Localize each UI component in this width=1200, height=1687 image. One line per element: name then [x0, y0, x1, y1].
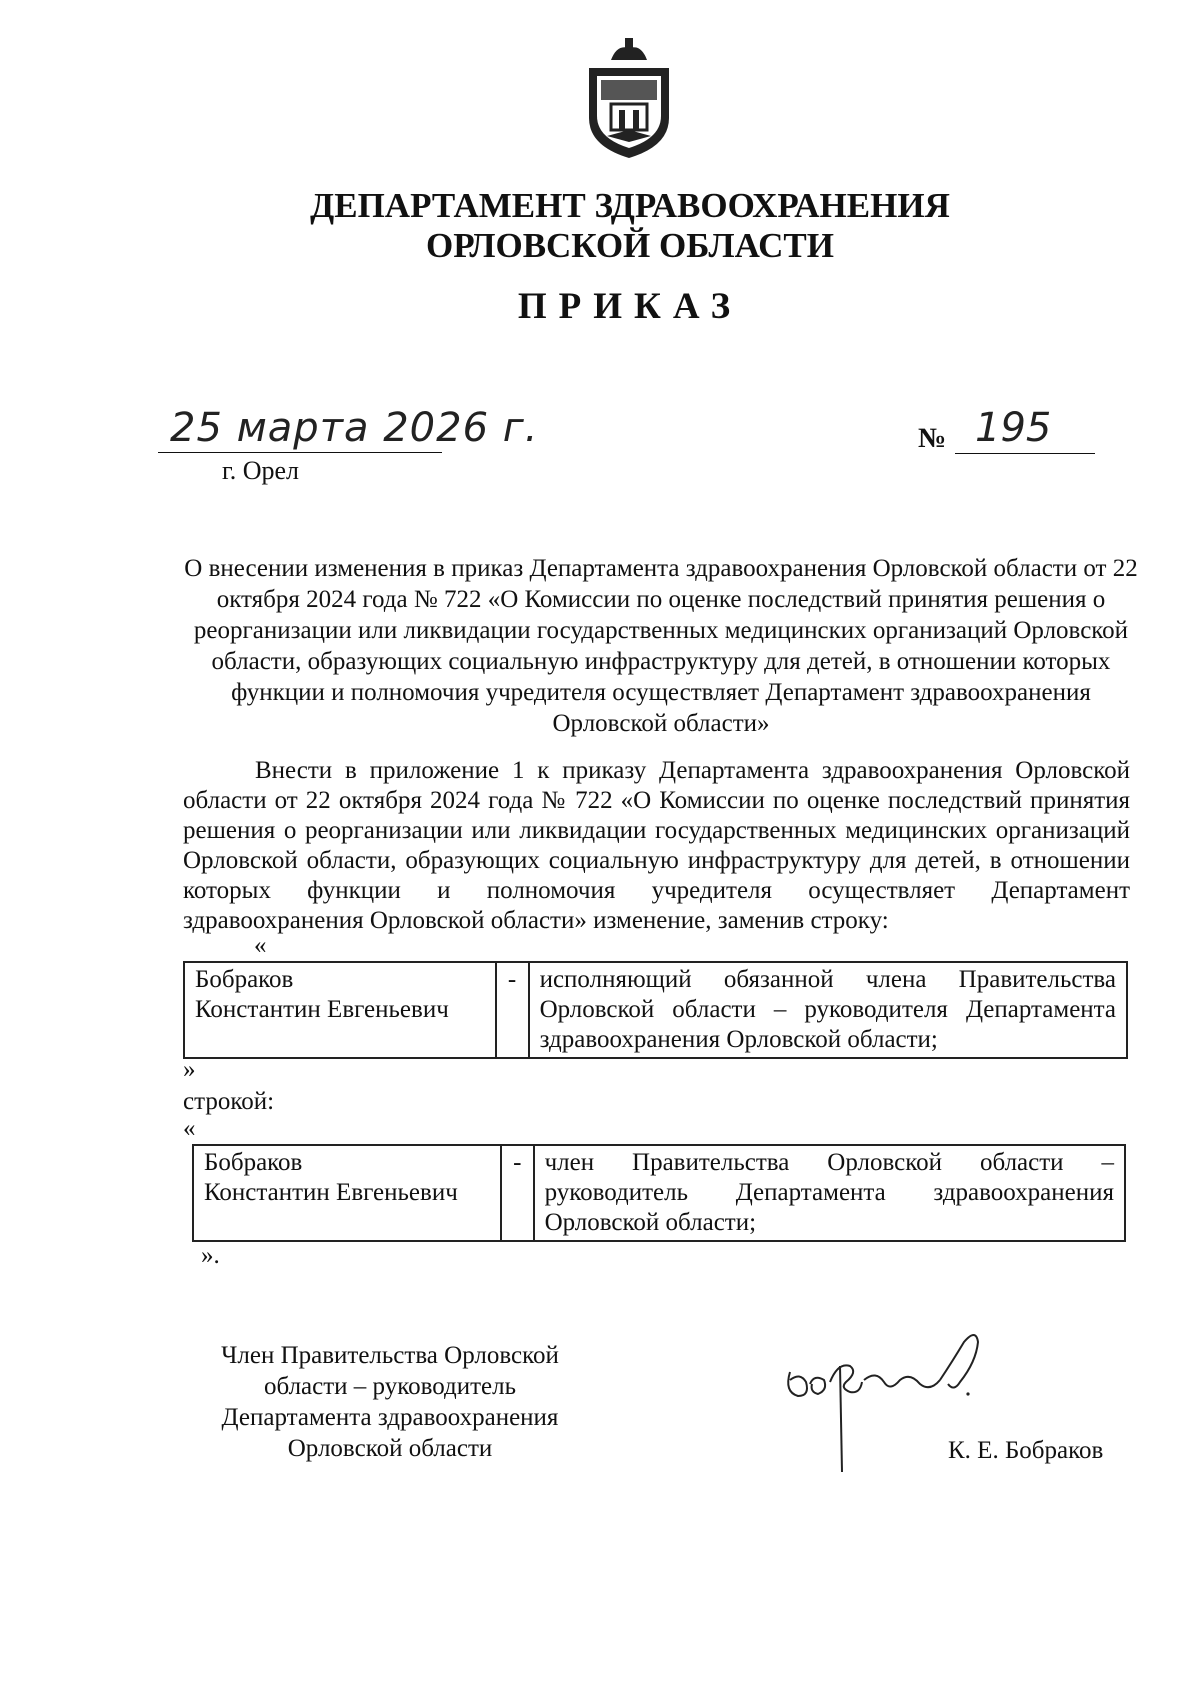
member-role-cell: исполняющий обязанной члена Правительства Орловской области – руководителя Департамента здравоохранения Орловской области;: [529, 962, 1127, 1058]
number-label: №: [918, 423, 947, 454]
org-name-line1: ДЕПАРТАМЕНТ ЗДРАВООХРАНЕНИЯ: [310, 186, 950, 225]
member-surname: Бобраков: [195, 966, 294, 993]
quote-close-2: ».: [201, 1242, 220, 1269]
signatory-name: К. Е. Бобраков: [948, 1437, 1104, 1464]
signatory-title-line4: Орловской области: [287, 1435, 493, 1462]
member-given-names: Константин Евгеньевич: [204, 1179, 458, 1206]
dash-cell: -: [501, 1145, 534, 1241]
coat-of-arms-icon: [581, 38, 677, 160]
member-given-names: Константин Евгеньевич: [195, 996, 449, 1023]
replacement-intro: строкой:: [183, 1088, 275, 1115]
handwritten-number: 195: [975, 405, 1052, 451]
member-role-cell: член Правительства Орловской области – руководитель Департамента здравоохранения Орловской области;: [534, 1145, 1125, 1241]
quote-open-1: «: [254, 932, 267, 959]
signatory-title-line2: области – руководитель: [263, 1373, 517, 1400]
table-row: [193, 1145, 1125, 1241]
doc-type-title: ПРИКАЗ: [517, 286, 743, 327]
quote-open-2: «: [183, 1115, 196, 1142]
org-name-line2: ОРЛОВСКОЙ ОБЛАСТИ: [426, 226, 834, 265]
member-name-cell: [184, 962, 496, 1058]
old-member-table: [183, 961, 1128, 1059]
new-member-table: [192, 1144, 1126, 1242]
member-surname: Бобраков: [204, 1149, 303, 1176]
signatory-title: [200, 1340, 580, 1464]
member-name-cell: [193, 1145, 501, 1241]
order-subject: О внесении изменения в приказ Департамента здравоохранения Орловской области от 22 октября 2024 года № 722 «О Комиссии по оценке последствий принятия решения о реорганизации или ликвидации государственных медицинских организаций Орловской области, образующих социальную инфраструктуру для детей, в отношении которых функции и полномочия учредителя осуществляет Департамент здравоохранения Орловской области»: [184, 555, 1138, 737]
date-underline: [158, 452, 442, 453]
quote-close-1: »: [183, 1056, 196, 1083]
signatory-title-line3: Департамента здравоохранения: [221, 1404, 559, 1431]
signatory-title-line1: Член Правительства Орловской: [221, 1342, 559, 1369]
table-row: [184, 962, 1127, 1058]
number-underline: [955, 453, 1095, 454]
order-body: Внести в приложение 1 к приказу Департамента здравоохранения Орловской области от 22 октября 2024 года № 722 «О Комиссии по оценке последствий принятия решения о реорганизации или ликвидации государственных медицинских организаций Орловской области, образующих социальную инфраструктуру для детей, в отношении которых функции и полномочия учредителя осуществляет Департамент здравоохранения Орловской области» изменение, заменив строку:: [183, 757, 1130, 934]
city-label: г. Орел: [222, 456, 300, 485]
dash-cell: -: [496, 962, 529, 1058]
handwritten-date: 25 марта 2026 г.: [170, 405, 539, 451]
